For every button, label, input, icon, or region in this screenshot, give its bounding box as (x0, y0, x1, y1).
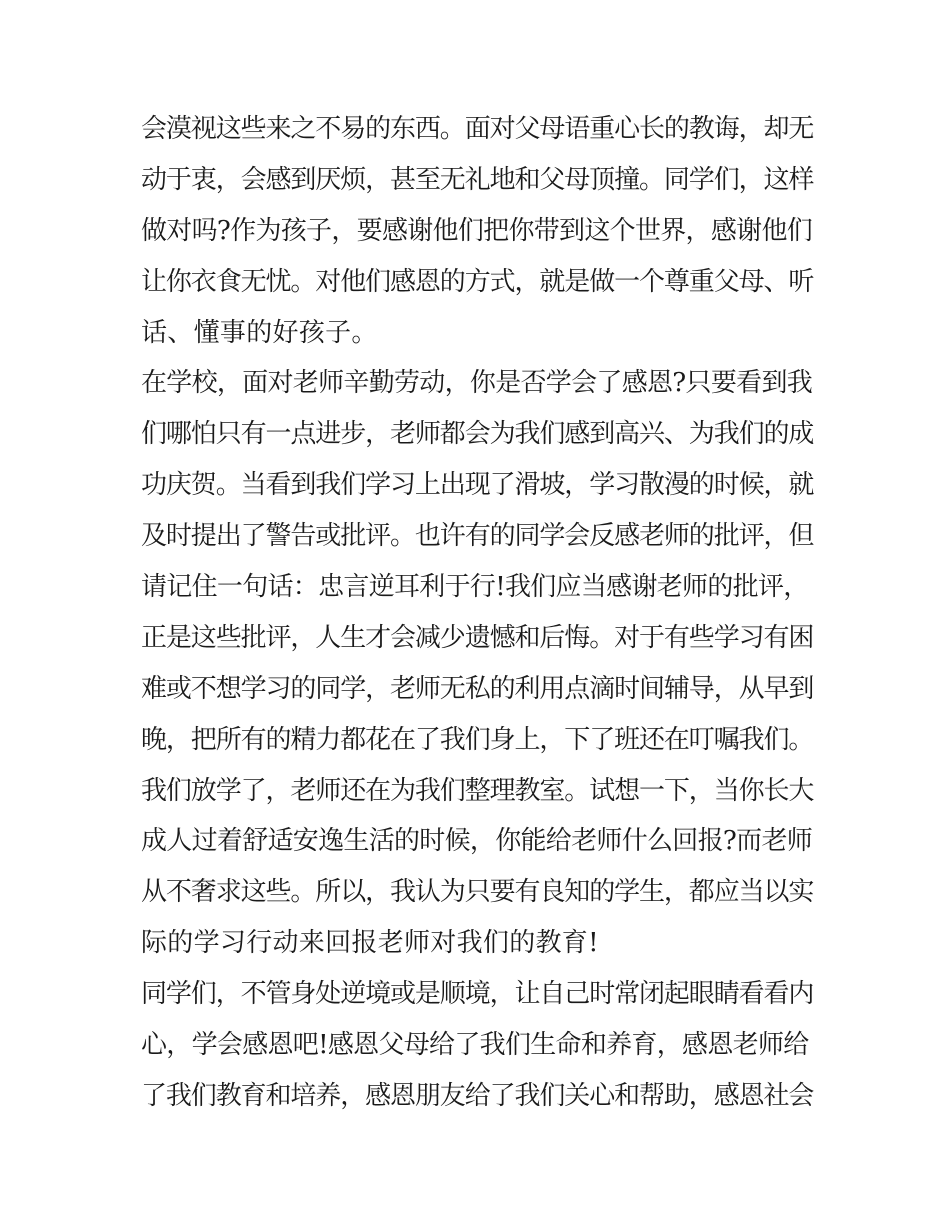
text-line: 难或不想学习的同学，老师无私的利用点滴时间辅导，从早到 (141, 673, 814, 704)
body-text (141, 104, 813, 1122)
text-line: 心，学会感恩吧!感恩父母给了我们生命和养育，感恩老师给 (141, 1030, 809, 1061)
text-line: 从不奢求这些。所以，我认为只要有良知的学生，都应当以实 (141, 877, 814, 908)
text-line: 及时提出了警告或批评。也许有的同学会反感老师的批评，但 (141, 521, 814, 552)
text-line: 让你衣食无忧。对他们感恩的方式，就是做一个尊重父母、听 (141, 266, 814, 297)
text-line: 了我们教育和培养，感恩朋友给了我们关心和帮助，感恩社会 (141, 1080, 814, 1111)
text-line: 功庆贺。当看到我们学习上出现了滑坡，学习散漫的时候，就 (141, 470, 814, 501)
text-line: 际的学习行动来回报老师对我们的教育! (141, 928, 599, 959)
text-line: 请记住一句话：忠言逆耳利于行!我们应当感谢老师的批评， (141, 572, 809, 603)
text-line: 在学校，面对老师辛勤劳动，你是否学会了感恩?只要看到我 (141, 368, 813, 399)
text-line: 晚，把所有的精力都花在了我们身上，下了班还在叮嘱我们。 (141, 724, 814, 755)
text-line: 话、懂事的好孩子。 (141, 317, 378, 348)
text-line: 做对吗?作为孩子，要感谢他们把你带到这个世界，感谢他们 (141, 215, 813, 246)
text-line: 动于衷，会感到厌烦，甚至无礼地和父母顶撞。同学们，这样 (141, 164, 814, 195)
text-line: 正是这些批评，人生才会减少遗憾和后悔。对于有些学习有困 (141, 622, 814, 653)
text-line: 会漠视这些来之不易的东西。面对父母语重心长的教诲，却无 (141, 114, 814, 144)
text-line: 们哪怕只有一点进步，老师都会为我们感到高兴、为我们的成 (141, 419, 814, 450)
text-line: 同学们，不管身处逆境或是顺境，让自己时常闭起眼睛看看内 (141, 979, 814, 1010)
text-line: 我们放学了，老师还在为我们整理教室。试想一下，当你长大 (141, 775, 814, 806)
text-line: 成人过着舒适安逸生活的时候，你能给老师什么回报?而老师 (141, 826, 813, 857)
